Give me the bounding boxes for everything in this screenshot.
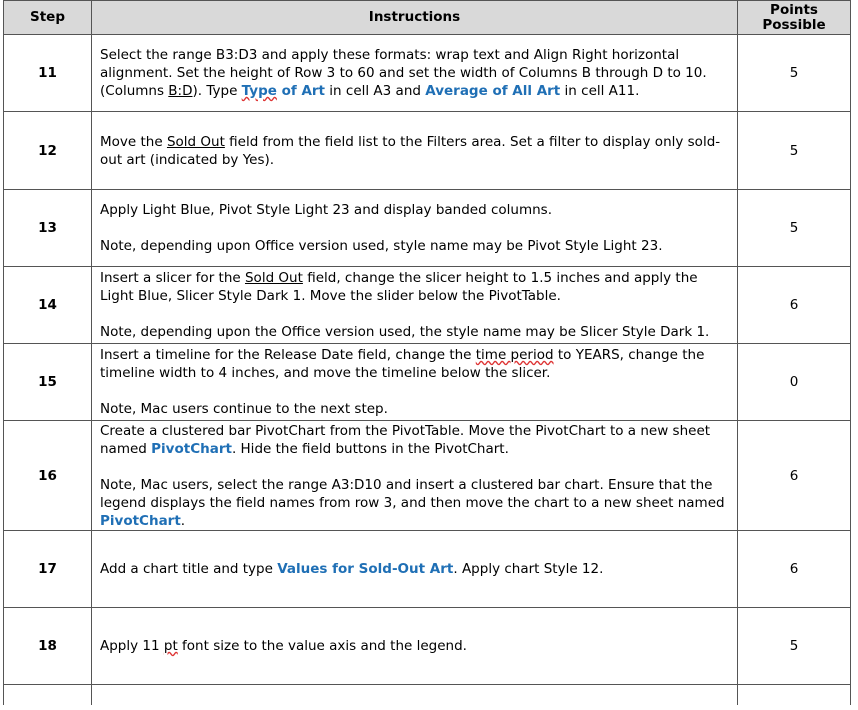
table-row [4,35,851,112]
instruction-text: Apply Light Blue, Pivot Style Light 23 and display banded columns. Note, depending upon Office version used, style name may be Pivot Style Light 23. [92,190,738,267]
table-row [4,685,851,705]
table-row [4,190,851,267]
points-value: 6 [738,531,851,608]
step-number: 11 [4,35,92,112]
step-number: 15 [4,344,92,421]
points-value: 0 [738,344,851,421]
instruction-text: Insert a slicer for the Sold Out field, change the slicer height to 1.5 inches and apply the Light Blue, Slicer Style Dark 1. Move the slider below the PivotTable. Note, depending upon the Office version used, the style name may be Slicer Style Dark 1. [92,267,738,344]
points-header [738,1,851,35]
step-header: Step [4,1,92,35]
points-value: 5 [738,608,851,685]
step-number: 14 [4,267,92,344]
empty-cell [4,685,92,705]
empty-cell [92,685,738,705]
instruction-text: Create a clustered bar PivotChart from the PivotTable. Move the PivotChart to a new sheet named PivotChart. Hide the field buttons in the PivotChart. Note, Mac users, select the range A3:D10 and insert a clustered bar chart. Ensure that the legend displays the field names from row 3, and then move the chart to a new sheet named PivotChart. [92,421,738,531]
empty-cell [738,685,851,705]
points-value: 5 [738,190,851,267]
step-number: 17 [4,531,92,608]
table-row [4,344,851,421]
points-value: 5 [738,112,851,190]
points-value: 6 [738,267,851,344]
table-row [4,608,851,685]
table-row [4,531,851,608]
points-header-line1: Points [770,1,818,18]
table-row [4,421,851,531]
instruction-text: Move the Sold Out field from the field list to the Filters area. Set a filter to display only sold-out art (indicated by Yes). [92,112,738,190]
step-number: 13 [4,190,92,267]
table-row [4,267,851,344]
instruction-text: Add a chart title and type Values for Sold-Out Art. Apply chart Style 12. [92,531,738,608]
instruction-text: Apply 11 pt font size to the value axis and the legend. [92,608,738,685]
points-value: 5 [738,35,851,112]
header-row [4,1,851,35]
points-value: 6 [738,421,851,531]
instruction-text: Select the range B3:D3 and apply these formats: wrap text and Align Right horizontal alignment. Set the height of Row 3 to 60 and set the width of Columns B through D to 10. (Columns B:D). Type Type of Art in cell A3 and Average of All Art in cell A11. [92,35,738,112]
step-number: 12 [4,112,92,190]
step-number: 18 [4,608,92,685]
instruction-text: Insert a timeline for the Release Date field, change the time period to YEARS, change the timeline width to 4 inches, and move the timeline below the slicer. Note, Mac users continue to the next step. [92,344,738,421]
points-header-line2: Possible [762,16,826,33]
instructions-header: Instructions [92,1,738,35]
step-number: 16 [4,421,92,531]
instructions-table [3,0,851,705]
table-row [4,112,851,190]
